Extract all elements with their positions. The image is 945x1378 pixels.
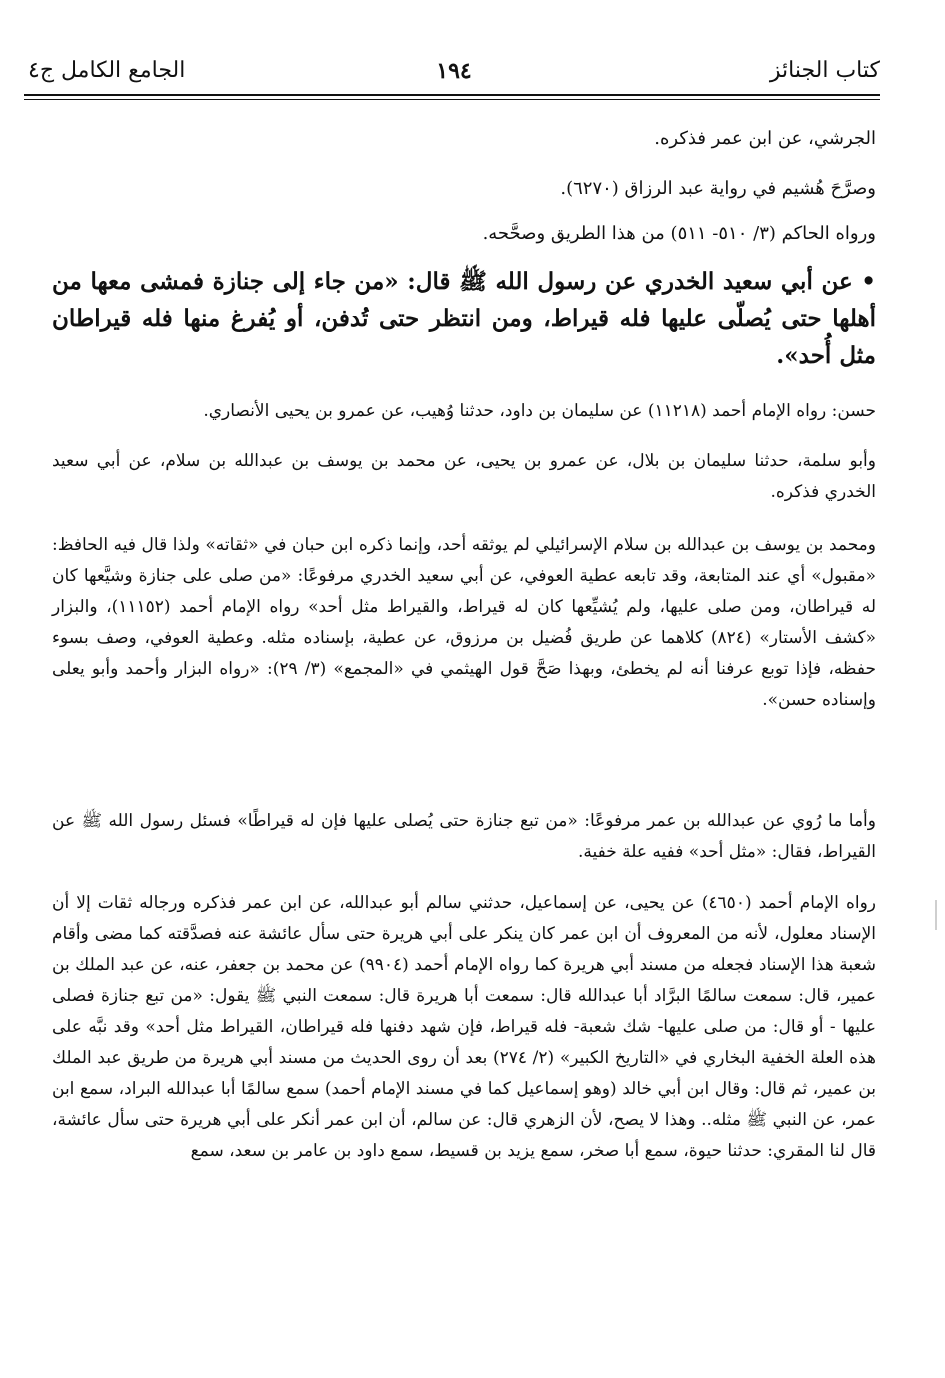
commentary-hidden-defect: رواه الإمام أحمد (٤٦٥٠) عن يحيى، عن إسماعيل، حدثني سالم أبو عبدالله، عن ابن عمر فذكره ورجاله ثقات إلا أن الإسناد معلول، لأنه من المعروف أن ابن عمر كان ينكر على أبي هريرة حتى سأل عائشة عنه فصدَّقته كما مضى وأقام شعبة هذا الإسناد فجعله من مسند أبي هريرة كما رواه الإمام أحمد (٩٩٠٤) عن محمد بن جعفر، عنه، عن عبد الملك بن عمير، قال: سمعت سالمًا البرَّاد أبا عبدالله قال: سمعت أبا هريرة قال: سمعت النبي ﷺ يقول: «من تبع جنازة فصلى عليها - أو قال: من صلى عليها- شك شعبة- فله قيراط، فإن شهد دفنها فله قيراطان، القيراط مثل أحد» وقد نبَّه على هذه العلة الخفية البخاري في «التاريخ الكبير» (٢/ ٢٧٤) بعد أن روى الحديث من مسند أبي هريرة من طريق عبد الملك بن عمير، ثم قال: وقال ابن أبي خالد (وهو إسماعيل كما في مسند الإمام أحمد) سمع سالمًا أبا عبدالله البراد، سمع ابن عمر، عن النبي ﷺ مثله.. وهذا لا يصح، لأن الزهري قال: عن سالم، أن ابن عمر أنكر على أبي هريرة حتى سأل عائشة، قال لنا المقري: حدثنا حيوة، سمع أبا صخر، سمع يزيد بن قسيط، سمع داود بن عامر بن سعد، سمع bbox=[52, 893, 877, 1161]
header-chapter-title: كتاب الجنائز bbox=[769, 58, 880, 83]
commentary-chain: وأبو سلمة، حدثنا سليمان بن بلال، عن عمرو بن يحيى، عن محمد بن يوسف بن عبدالله بن سلام، عن أبي سعيد الخدري فذكره. bbox=[52, 451, 876, 502]
commentary-narrator-analysis: ومحمد بن يوسف بن عبدالله بن سلام الإسرائيلي لم يوثقه أحد، وإنما ذكره ابن حبان في «ثقاته» ولذا قال فيه الحافظ: «مقبول» أي عند المتابعة، وقد تابعه عطية العوفي، عن أبي سعيد الخدري مرفوعًا: «من صلى على جنازة وشيَّعها كان له قيراطان، ومن صلى عليها، ولم يُشيِّعها كان له قيراط، والقيراط مثل أحد» رواه الإمام أحمد (١١١٥٢)، والبزار «كشف الأستار» (٨٢٤) كلاهما عن طريق فُضيل بن مرزوق، عن عطية، بإسناده مثله. وعطية العوفي، وصف بسوء حفظه، فإذا توبع عرفنا أنه لم يخطئ، وبهذا صَحَّ قول الهيثمي في «المجمع» (٣/ ٢٩): «رواه البزار وأحمد وأبو يعلى وإسناده حسن». bbox=[52, 535, 877, 710]
header-book-title: الجامع الكامل ج٤ bbox=[28, 58, 186, 83]
header-rule-thick bbox=[24, 94, 880, 96]
intro-line-1: الجرشي، عن ابن عمر فذكره. bbox=[654, 128, 876, 149]
running-header bbox=[28, 52, 880, 92]
header-rule-thin bbox=[24, 99, 880, 100]
page-number: ١٩٤ bbox=[436, 58, 472, 84]
intro-line-2: وصرَّحَ هُشيم في رواية عبد الرزاق (٦٢٧٠). bbox=[560, 178, 876, 199]
intro-line-3: ورواه الحاكم (٣/ ٥١٠- ٥١١) من هذا الطريق وصحَّحه. bbox=[482, 223, 876, 244]
commentary-grading: حسن: رواه الإمام أحمد (١١٢١٨) عن سليمان بن داود، حدثنا وُهيب، عن عمرو بن يحيى الأنصاري. bbox=[203, 401, 876, 421]
hadith-text: • عن أبي سعيد الخدري عن رسول الله ﷺ قال: «من جاء إلى جنازة فمشى معها من أهلها حتى يُصلّى عليها فله قيراط، ومن انتظر حتى تُدفن، أو يُفرغ منها فله قيراطان مثل أُحد». bbox=[52, 268, 876, 369]
scan-margin-mark bbox=[935, 900, 937, 930]
commentary-ibn-umar: وأما ما رُوي عن عبدالله بن عمر مرفوعًا: «من تبع جنازة حتى يُصلى عليها فإن له قيراطًا» فسئل رسول الله ﷺ عن القيراط، فقال: «مثل أحد» ففيه علة خفية. bbox=[52, 811, 876, 862]
